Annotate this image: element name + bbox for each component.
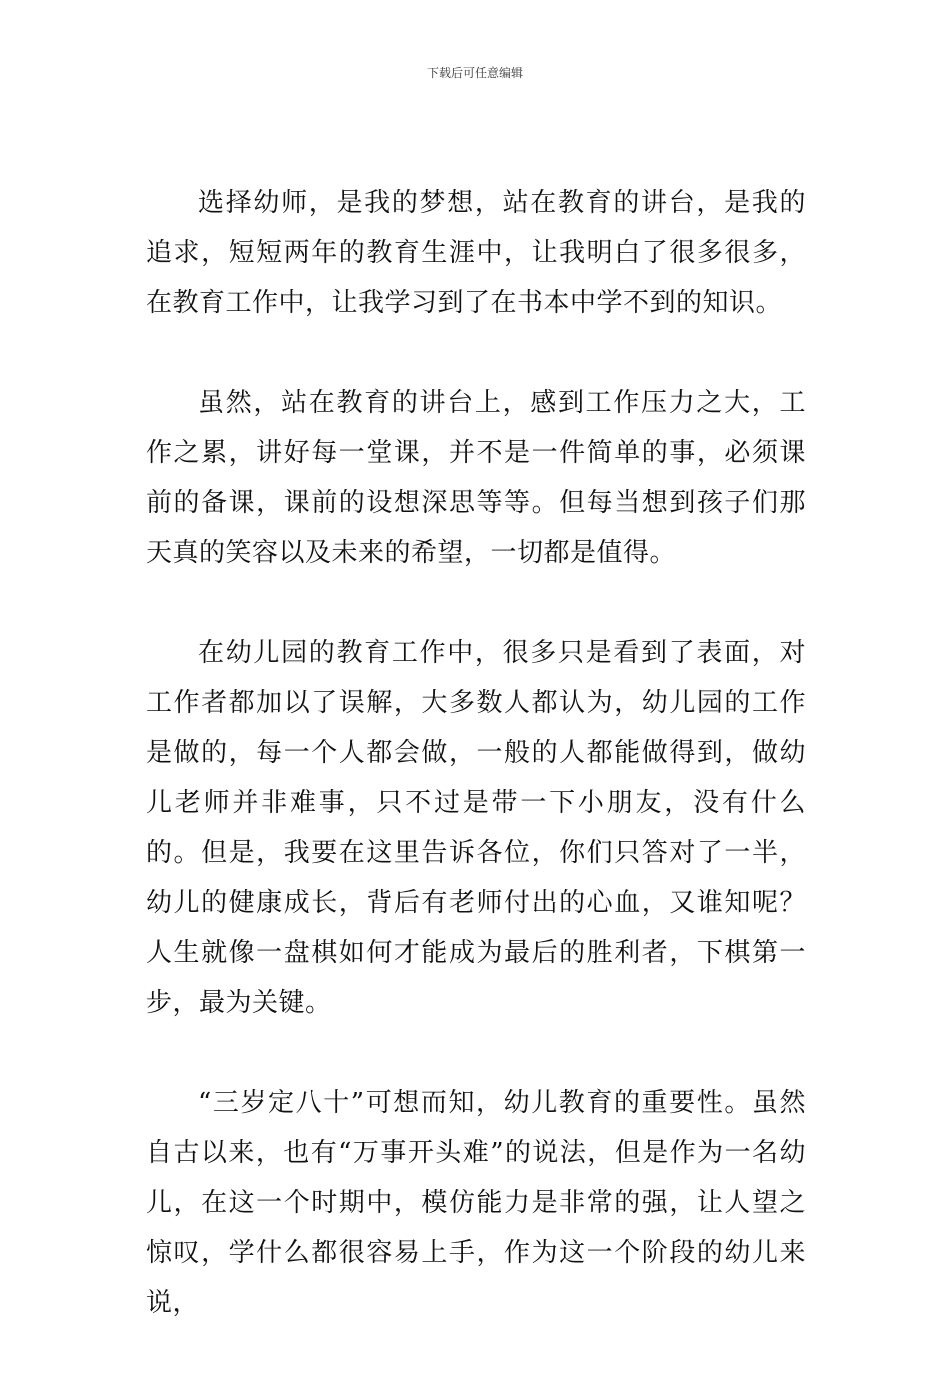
page-header: 下载后可任意编辑	[426, 66, 523, 80]
paragraph-2: 虽然，站在教育的讲台上，感到工作压力之大，工作之累，讲好每一堂课，并不是一件简单的事，必须课前的备课，课前的设想深思等等。但每当想到孩子们那天真的笑容以及未来的希望，一切都是值得。	[146, 388, 806, 568]
paragraph-3: 在幼儿园的教育工作中，很多只是看到了表面，对工作者都加以了误解，大多数人都认为，幼儿园的工作是做的，每一个人都会做，一般的人都能做得到，做幼儿老师并非难事，只不过是带一下小朋友，没有什么的。但是，我要在这里告诉各位，你们只答对了一半，幼儿的健康成长，背后有老师付出的心血，又谁知呢？人生就像一盘棋如何才能成为最后的胜利者，下棋第一步，最为关键。	[146, 638, 806, 1018]
document-body	[146, 178, 806, 1378]
paragraph-1: 选择幼师，是我的梦想，站在教育的讲台，是我的追求，短短两年的教育生涯中，让我明白了很多很多，在教育工作中，让我学习到了在书本中学不到的知识。	[146, 188, 806, 318]
paragraph-4: “三岁定八十”可想而知，幼儿教育的重要性。虽然自古以来，也有“万事开头难”的说法，但是作为一名幼儿，在这一个时期中，模仿能力是非常的强，让人望之惊叹，学什么都很容易上手，作为这一个阶段的幼儿来说，	[146, 1088, 806, 1318]
